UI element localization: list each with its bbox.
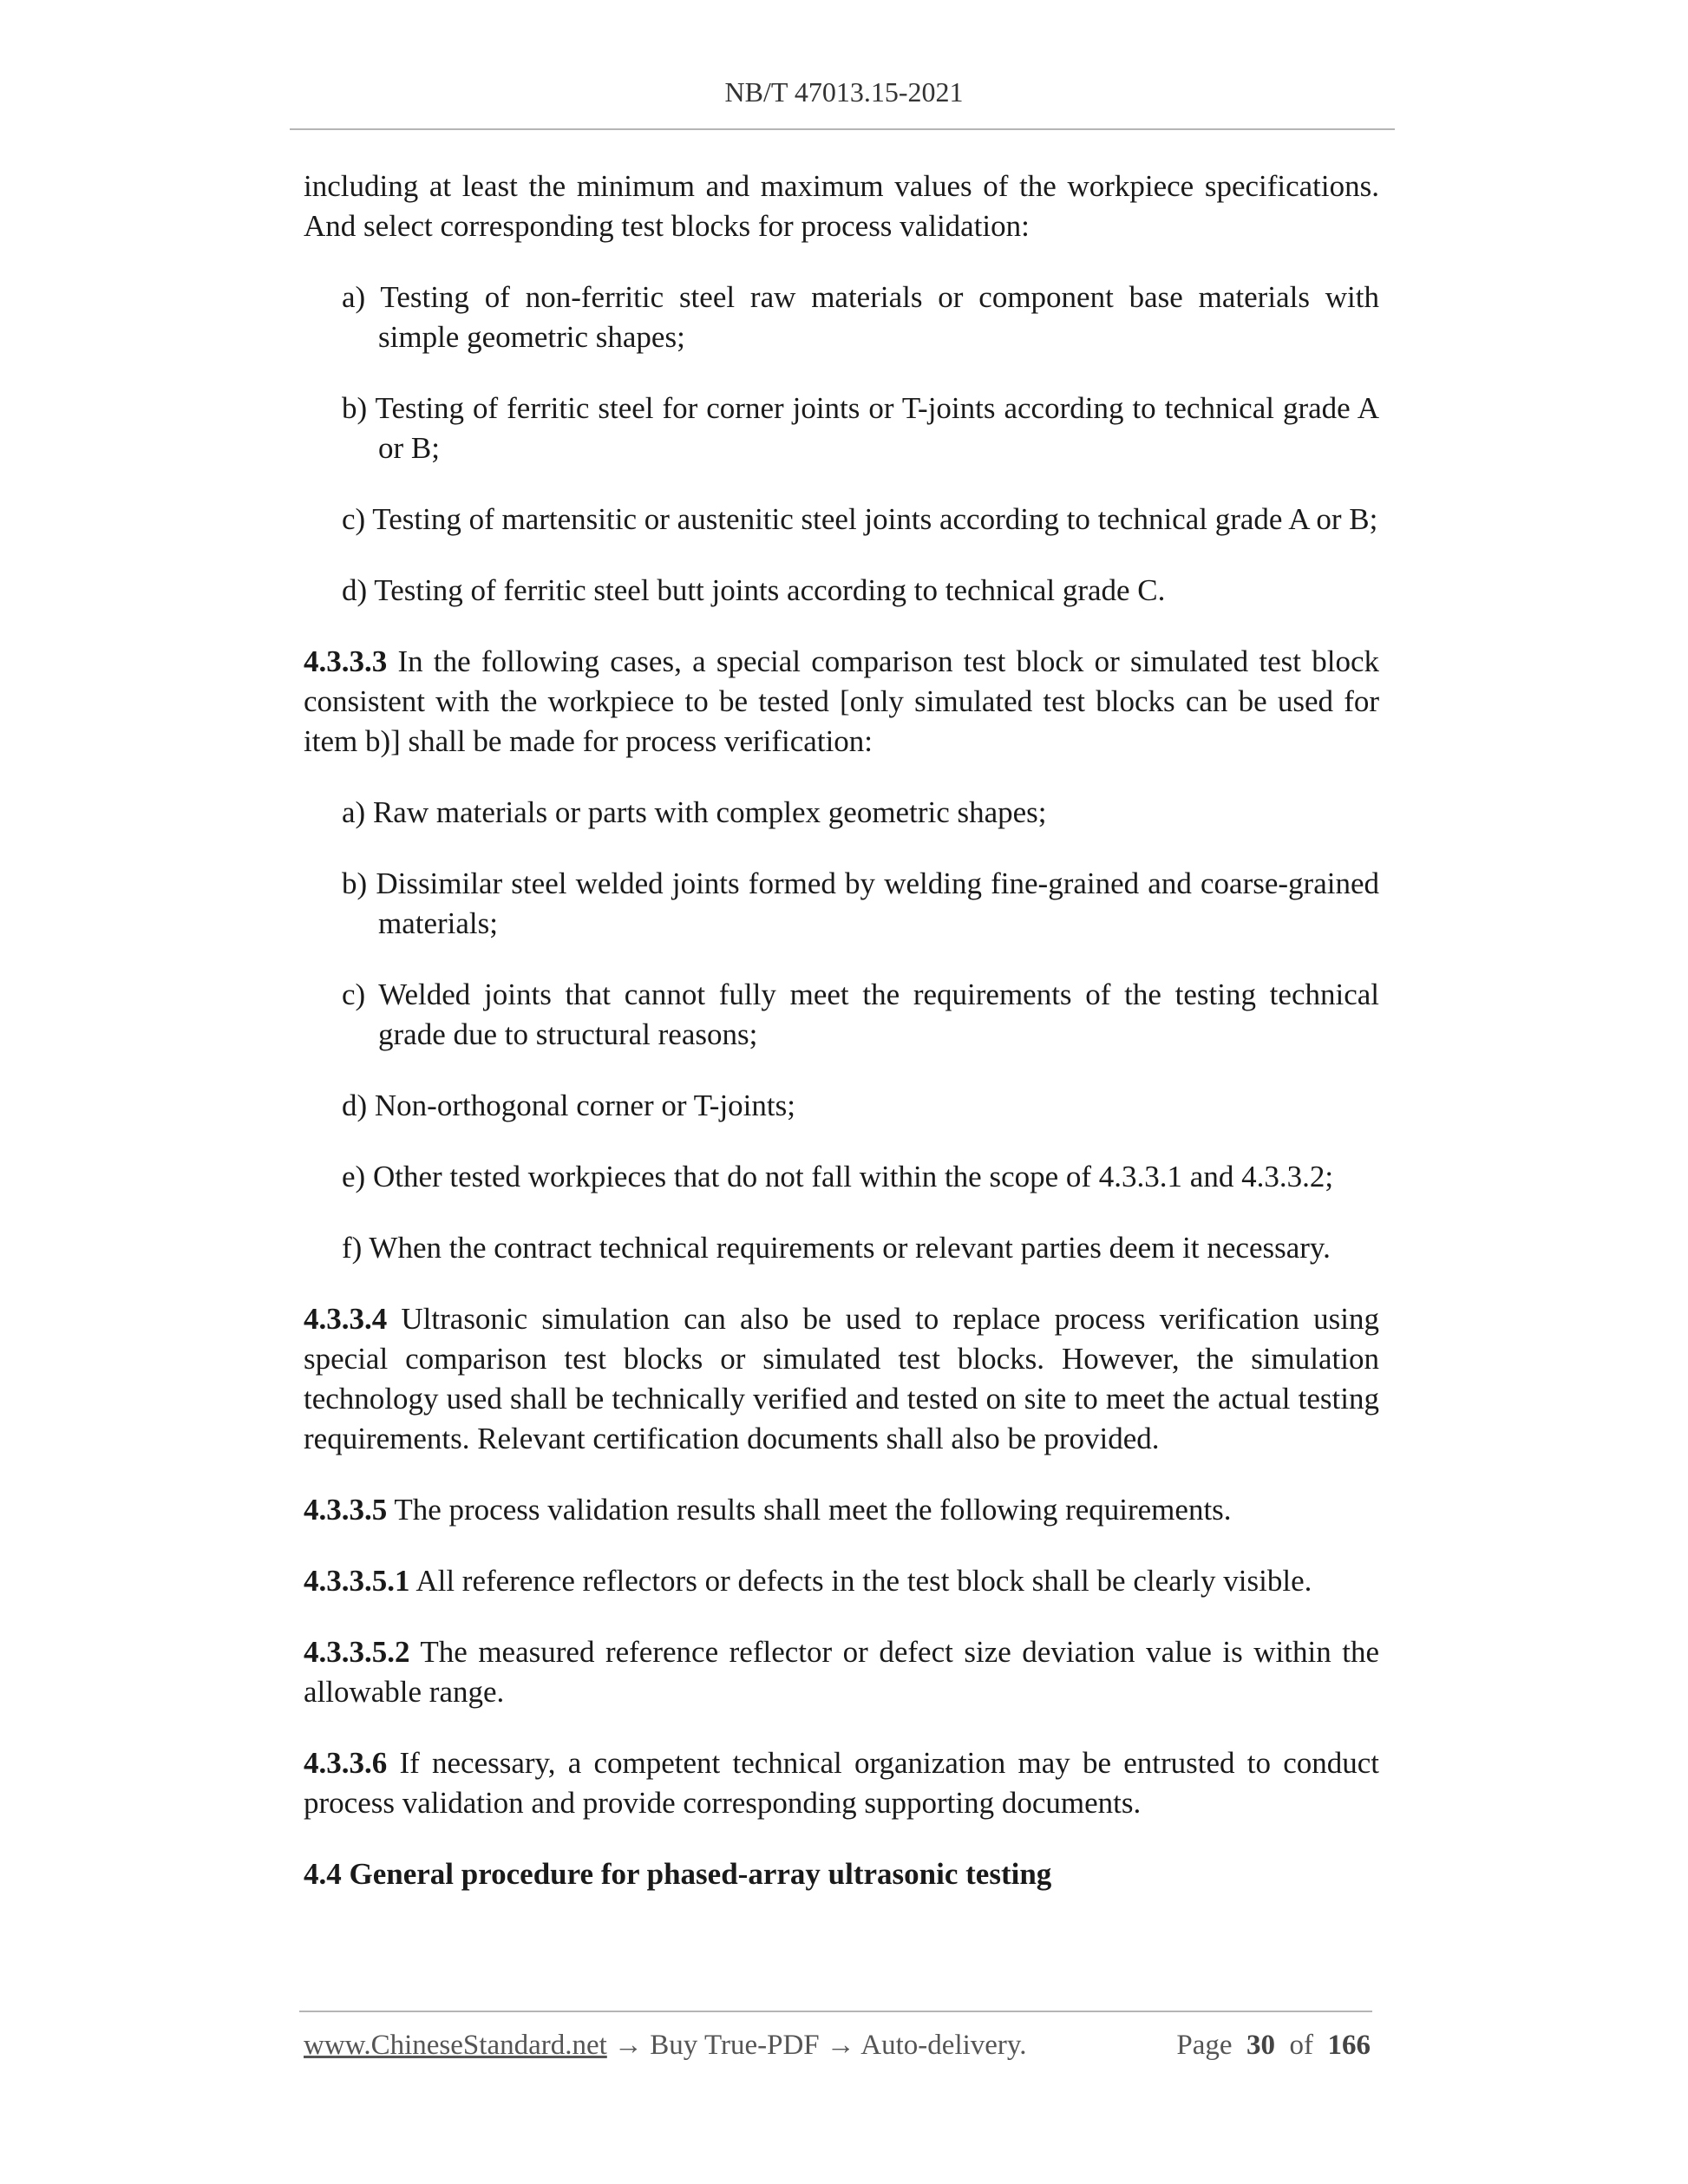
clause-text: In the following cases, a special comparison test block or simulated test block consistent with the workpiece to be tested [only simulated test blocks can be used for item b)] shall be made for process verification: bbox=[304, 644, 1379, 758]
clause-text: Ultrasonic simulation can also be used to replace process verification using special comparison test blocks or simulated test blocks. However, the simulation technology used shall be technically verified and tested on site to meet the actual testing requirements. Relevant certification documents shall also be provided. bbox=[304, 1302, 1379, 1455]
section-heading: 4.4 General procedure for phased-array ultrasonic testing bbox=[304, 1857, 1052, 1891]
footer-divider bbox=[299, 2011, 1372, 2012]
clause-text: If necessary, a competent technical organization may be entrusted to conduct process validation and provide corresponding supporting documents. bbox=[304, 1746, 1379, 1820]
page-indicator bbox=[1176, 2030, 1371, 2062]
clause-number: 4.3.3.6 bbox=[304, 1746, 388, 1780]
list-item: a) Raw materials or parts with complex geometric shapes; bbox=[342, 795, 1047, 829]
clause-4-3-3-3 bbox=[304, 642, 1379, 762]
clause-text: The measured reference reflector or defect size deviation value is within the allowable range. bbox=[304, 1635, 1379, 1709]
clause-text: All reference reflectors or defects in the test block shall be clearly visible. bbox=[409, 1564, 1312, 1598]
clause-4-3-3-6 bbox=[304, 1743, 1379, 1823]
page-total: 166 bbox=[1327, 2030, 1371, 2061]
clause-4-3-3-5 bbox=[304, 1490, 1379, 1530]
list-item: c) Testing of martensitic or austenitic steel joints according to technical grade A or B; bbox=[342, 502, 1378, 536]
list-item: d) Testing of ferritic steel butt joints according to technical grade C. bbox=[342, 573, 1166, 607]
clause-number: 4.3.3.5.2 bbox=[304, 1635, 410, 1669]
header-divider bbox=[290, 128, 1395, 130]
clause-4-3-3-5-2 bbox=[304, 1632, 1379, 1712]
clause-text: The process validation results shall meet the following requirements. bbox=[387, 1493, 1232, 1527]
list-item: f) When the contract technical requirements or relevant parties deem it necessary. bbox=[342, 1231, 1331, 1265]
document-body bbox=[304, 167, 1379, 1894]
intro-paragraph: including at least the minimum and maximum values of the workpiece specifications. And select corresponding test blocks for process validation: bbox=[304, 169, 1379, 243]
list-item: e) Other tested workpieces that do not fall within the scope of 4.3.3.1 and 4.3.3.2; bbox=[342, 1160, 1334, 1193]
validation-list bbox=[304, 278, 1379, 611]
page-header bbox=[0, 76, 1688, 108]
clause-number: 4.3.3.5.1 bbox=[304, 1564, 410, 1598]
clause-4-3-3-5-1 bbox=[304, 1561, 1379, 1601]
list-item: c) Welded joints that cannot fully meet the requirements of the testing technical grade due to structural reasons; bbox=[342, 978, 1379, 1051]
page-of: of bbox=[1289, 2030, 1313, 2061]
clause-4-3-3-4 bbox=[304, 1299, 1379, 1459]
clause-number: 4.3.3.5 bbox=[304, 1493, 388, 1527]
clause-number: 4.3.3.3 bbox=[304, 644, 388, 678]
clause-number: 4.3.3.4 bbox=[304, 1302, 388, 1336]
page-current: 30 bbox=[1246, 2030, 1275, 2061]
website-link[interactable]: www.ChineseStandard.net bbox=[304, 2030, 607, 2061]
list-item: a) Testing of non-ferritic steel raw materials or component base materials with simple geometric shapes; bbox=[342, 280, 1379, 354]
list-item: b) Testing of ferritic steel for corner joints or T-joints according to technical grade A or B; bbox=[342, 391, 1379, 465]
footer-tagline: → Buy True-PDF → Auto-delivery. bbox=[606, 2030, 1027, 2061]
page-label: Page bbox=[1176, 2030, 1233, 2061]
special-cases-list bbox=[304, 793, 1379, 1268]
list-item: d) Non-orthogonal corner or T-joints; bbox=[342, 1089, 795, 1122]
list-item: b) Dissimilar steel welded joints formed by welding fine-grained and coarse-grained materials; bbox=[342, 866, 1379, 940]
footer-promo bbox=[304, 2030, 1027, 2062]
standard-id: NB/T 47013.15-2021 bbox=[724, 76, 964, 108]
